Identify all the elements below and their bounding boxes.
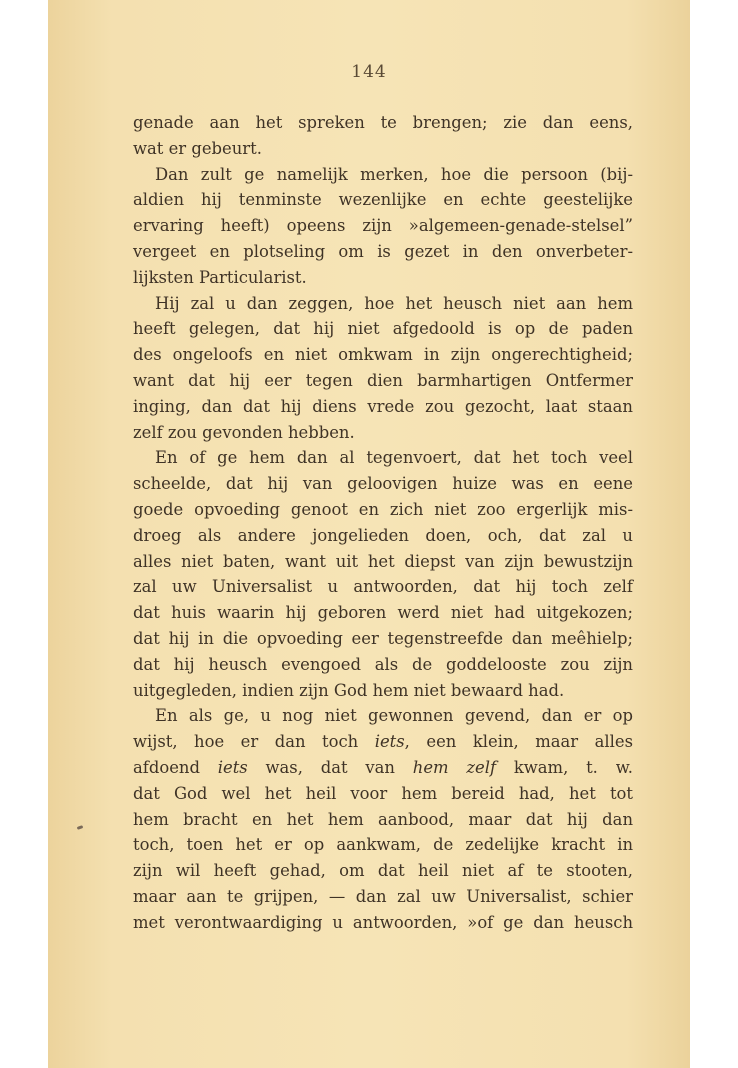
text-line: genade aan het spreken te brengen; zie dan eens, [133,113,633,132]
text-line: inging, dan dat hij diens vrede zou gezocht, laat staan [133,396,633,416]
text-line: want dat hij eer tegen dien barmhartigen Ontfermer [133,370,633,390]
text-line: toch, toen het er op aankwam, de zedelijke kracht in [133,835,633,855]
text-line: dat hij heusch evengoed als de goddelooste zou zijn [133,654,633,674]
text-line: Dan zult ge namelijk merken, hoe die persoon (bij- [155,164,633,184]
book-page [48,0,690,1068]
text-line: met verontwaardiging u antwoorden, »of ge dan heusch [133,912,633,932]
text-line: ervaring heeft) opeens zijn »algemeen-genade-stelsel” [133,216,633,236]
text-line: droeg als andere jongelieden doen, och, dat zal u [133,525,633,545]
text-line: heeft gelegen, dat hij niet afgedoold is op de paden [133,319,633,339]
text-line: dat hij in die opvoeding eer tegenstreefde dan meêhielp; [133,628,633,648]
text-line: Hij zal u dan zeggen, hoe het heusch niet aan hem [155,293,633,313]
text-line: wat er gebeurt. [133,138,262,158]
text-line: alles niet baten, want uit het diepst van zijn bewustzijn [133,551,633,571]
text-line: afdoend iets was, dat van hem zelf kwam, t. w. [133,757,633,777]
text-line: lijksten Particularist. [133,267,307,287]
text-line: maar aan te grijpen, — dan zal uw Universalist, schier [133,886,633,906]
text-line: wijst, hoe er dan toch iets, een klein, maar alles [133,732,633,752]
text-line: zijn wil heeft gehad, om dat heil niet af te stooten, [133,861,633,881]
text-line: zal uw Universalist u antwoorden, dat hij toch zelf [133,577,633,597]
text-line: vergeet en plotseling om is gezet in den onverbeter- [133,241,633,261]
text-line: uitgegleden, indien zijn God hem niet bewaard had. [133,680,565,700]
text-line: En of ge hem dan al tegenvoert, dat het toch veel [155,448,633,468]
body-text [133,110,633,936]
page-number: 144 [351,62,387,82]
text-line: goede opvoeding genoot en zich niet zoo ergerlijk mis- [133,499,633,519]
text-line: dat God wel het heil voor hem bereid had, het tot [133,783,633,803]
text-line: des ongeloofs en niet omkwam in zijn ongerechtigheid; [133,345,633,365]
text-line: hem bracht en het hem aanbood, maar dat hij dan [133,809,633,829]
text-line: aldien hij tenminste wezenlijke en echte geestelijke [133,190,633,210]
text-line: En als ge, u nog niet gewonnen gevend, dan er op [155,706,633,726]
text-line: scheelde, dat hij van geloovigen huize was en eene [133,474,633,494]
text-line: dat huis waarin hij geboren werd niet had uitgekozen; [133,603,633,623]
margin-ink-mark [77,825,84,830]
text-line: zelf zou gevonden hebben. [133,422,355,442]
